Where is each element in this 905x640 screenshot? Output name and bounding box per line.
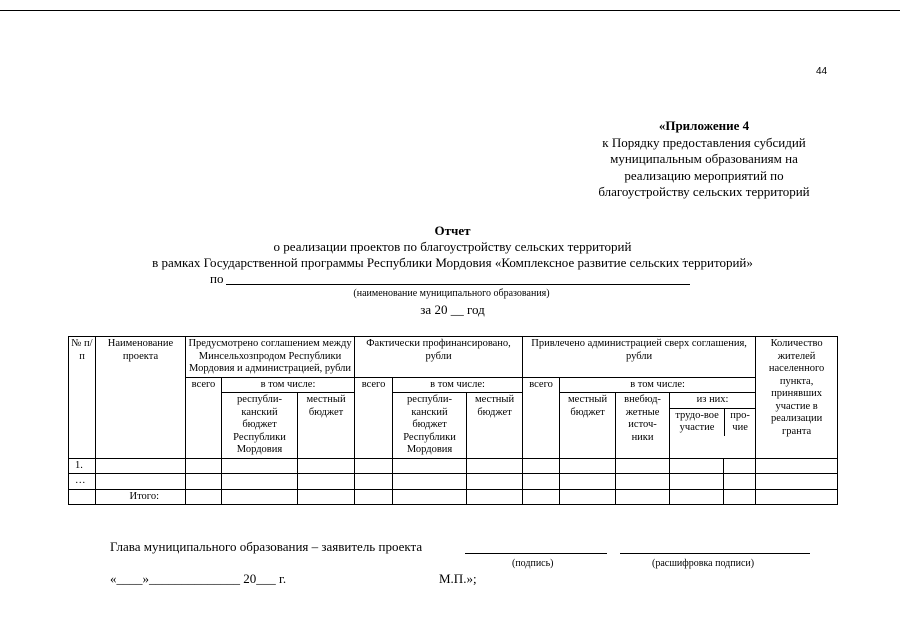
appendix-line: реализацию мероприятий по (624, 167, 784, 183)
header-local-budget: местный бюджет (560, 393, 616, 459)
signature-decode-caption: (расшифровка подписи) (652, 558, 755, 569)
report-subtitle: в рамках Государственной программы Республики Мордовия «Комплексное развитие сельских территорий» (152, 255, 753, 270)
header-local-budget: местный бюджет (298, 393, 355, 459)
row-number: … (69, 474, 96, 490)
header-project-name: Наименование проекта (96, 337, 186, 459)
appendix-line: муниципальным образованиям на (610, 151, 798, 166)
total-label: Итого: (96, 489, 186, 505)
report-title: Отчет (434, 223, 471, 238)
row-number: 1. (69, 458, 96, 474)
table-row-total (69, 489, 838, 505)
table-row (69, 474, 838, 490)
stamp-label: М.П.»; (439, 571, 477, 586)
header-including: в том числе: (393, 377, 523, 393)
header-total: всего (523, 377, 560, 458)
municipality-caption: (наименование муниципального образования) (353, 288, 550, 299)
page-number: 44 (816, 66, 828, 77)
report-header (0, 223, 905, 318)
header-including: в том числе: (560, 377, 756, 393)
po-label: по (210, 271, 224, 286)
header-attracted: Привлечено администрацией сверх соглашения, рубли (523, 337, 756, 378)
appendix-title: «Приложение 4 (658, 118, 750, 133)
header-labor: трудо-вое участие (670, 409, 725, 436)
signature-text: Глава муниципального образования – заявитель проекта (110, 539, 423, 554)
header-of-them-group (670, 393, 756, 459)
header-local-budget: местный бюджет (467, 393, 523, 459)
report-year: за 20 __ год (420, 302, 485, 317)
top-rule (0, 10, 900, 11)
signature-decode-line[interactable] (620, 553, 810, 554)
appendix-block (578, 118, 830, 201)
report-table (68, 336, 838, 505)
signature-line[interactable] (465, 553, 607, 554)
header-number: № п/п (69, 337, 96, 459)
header-residents: Количество жителей населенного пункта, принявших участие в реализации гранта (756, 337, 838, 459)
municipality-fill-line[interactable] (226, 284, 690, 285)
header-including: в том числе: (222, 377, 355, 393)
appendix-line: к Порядку предоставления субсидий (602, 134, 806, 150)
report-subtitle: о реализации проектов по благоустройству сельских территорий (273, 239, 632, 254)
appendix-line: благоустройству сельских территорий (598, 184, 810, 199)
header-republican-budget: республи-канский бюджет Республики Мордовия (393, 393, 467, 459)
header-republican-budget: республи-канский бюджет Республики Мордовия (222, 393, 298, 459)
header-actual-financing: Фактически профинансировано, рубли (355, 337, 523, 378)
signature-caption: (подпись) (512, 558, 554, 569)
header-of-them: из них: (670, 393, 755, 409)
table-row (69, 458, 838, 474)
header-agreement: Предусмотрено соглашением между Минсельхозпродом Республики Мордовия и администрацией, рубли (186, 337, 355, 378)
municipality-row (0, 271, 905, 288)
header-other: про-чие (730, 409, 750, 433)
header-total: всего (186, 377, 222, 458)
date-line: «____»______________ 20___ г. (110, 571, 287, 586)
header-extrabudget: внебюд-жетные источ-ники (616, 393, 670, 459)
header-total: всего (355, 377, 393, 458)
